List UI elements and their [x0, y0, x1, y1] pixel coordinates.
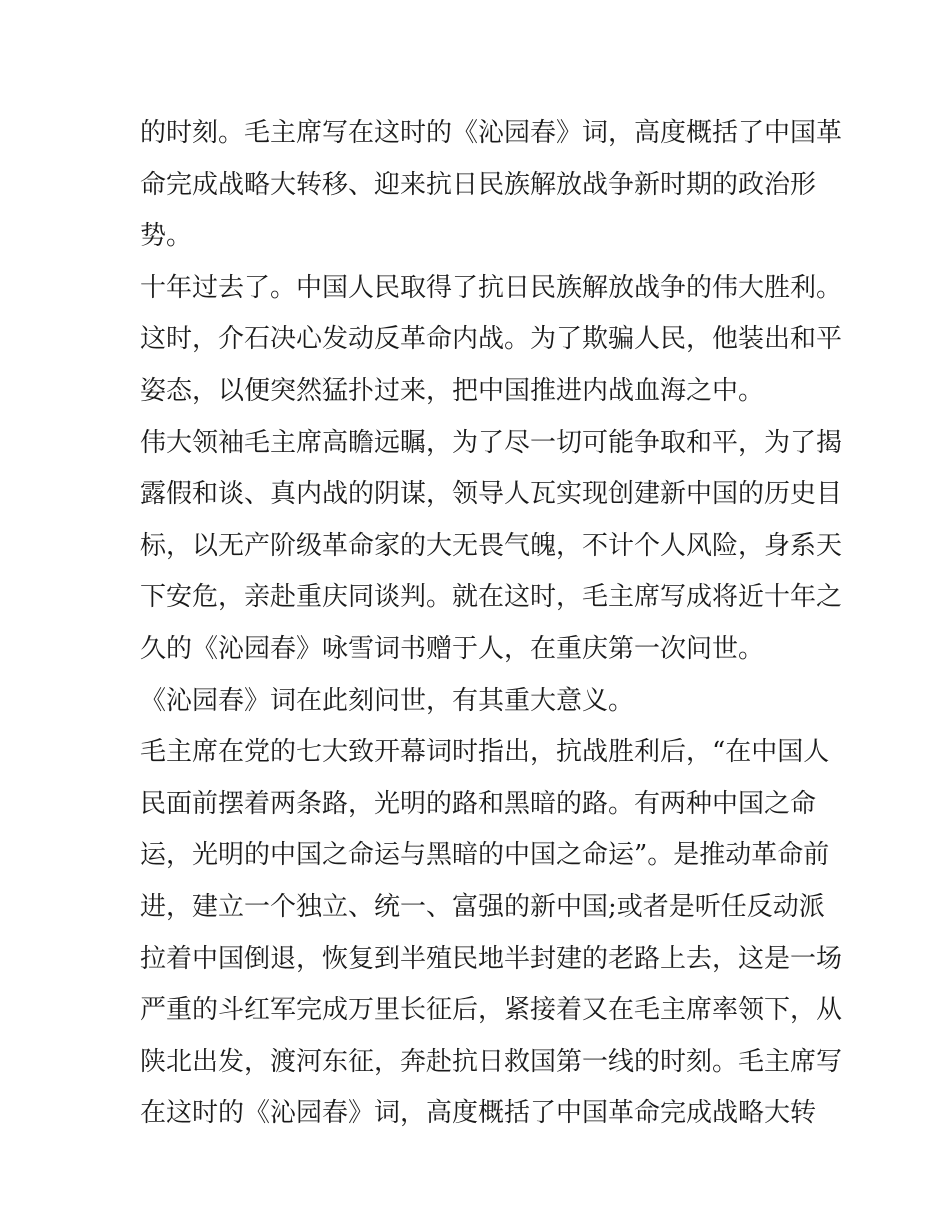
- text-line: 民面前摆着两条路，光明的路和黑暗的路。有两种中国之命: [140, 788, 817, 819]
- text-line: 十年过去了。中国人民取得了抗日民族解放战争的伟大胜利。: [140, 272, 843, 303]
- text-line: 在这时的《沁园春》词，高度概括了中国革命完成战略大转: [140, 1098, 817, 1129]
- text-line: 的时刻。毛主席写在这时的《沁园春》词，高度概括了中国革: [140, 118, 843, 148]
- text-line: 伟大领袖毛主席高瞻远瞩，为了尽一切可能争取和平，为了揭: [140, 427, 843, 458]
- text-line: 标，以无产阶级革命家的大无畏气魄，不计个人风险，身系天: [140, 530, 843, 561]
- text-line: 这时，介石决心发动反革命内战。为了欺骗人民，他装出和平: [140, 324, 843, 355]
- text-line: 命完成战略大转移、迎来抗日民族解放战争新时期的政治形: [140, 169, 817, 200]
- body-text: [140, 108, 843, 1140]
- text-line: 运，光明的中国之命运与黑暗的中国之命运”。是推动革命前: [140, 840, 830, 871]
- text-line: 进，建立一个独立、统一、富强的新中国;或者是听任反动派: [140, 891, 825, 922]
- text-line: 《沁园春》词在此刻问世，有其重大意义。: [140, 685, 635, 716]
- text-line: 露假和谈、真内战的阴谋，领导人瓦实现创建新中国的历史目: [140, 479, 843, 510]
- text-line: 下安危，亲赴重庆同谈判。就在这时，毛主席写成将近十年之: [140, 582, 843, 613]
- text-line: 姿态，以便突然猛扑过来，把中国推进内战血海之中。: [140, 375, 765, 406]
- text-line: 拉着中国倒退，恢复到半殖民地半封建的老路上去，这是一场: [140, 943, 843, 974]
- text-line: 久的《沁园春》咏雪词书赠于人，在重庆第一次问世。: [140, 633, 765, 664]
- text-line: 陕北出发，渡河东征，奔赴抗日救国第一线的时刻。毛主席写: [140, 1046, 843, 1077]
- text-line: 势。: [140, 221, 193, 252]
- text-line: 严重的斗红军完成万里长征后，紧接着又在毛主席率领下，从: [140, 995, 843, 1026]
- text-line: 毛主席在党的七大致开幕词时指出，抗战胜利后，“在中国人: [140, 737, 830, 768]
